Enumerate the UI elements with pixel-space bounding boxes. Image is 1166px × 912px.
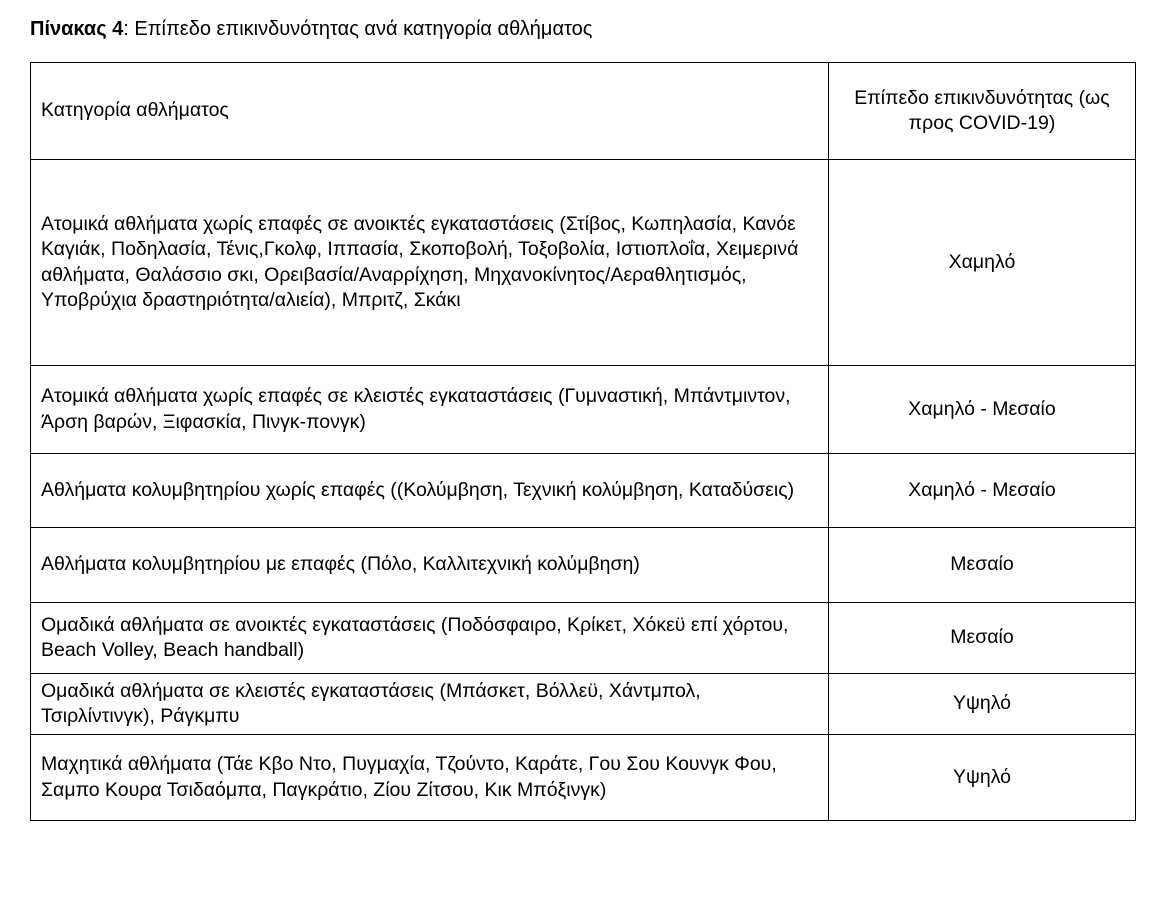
row-risk-level: Υψηλό [829, 674, 1136, 735]
table-row [31, 674, 1136, 735]
row-category: Ατομικά αθλήματα χωρίς επαφές σε ανοικτές εγκαταστάσεις (Στίβος, Κωπηλασία, Κανόε Καγιάκ, Ποδηλασία, Τένις,Γκολφ, Ιππασία, Σκοποβολή, Τοξοβολία, Ιστιοπλοΐα, Χειμερινά αθλήματα, Θαλάσσιο σκι, Ορειβασία/Αναρρίχηση, Μηχανοκίνητος/Αεραθλητισμός, Υποβρύχια δραστηριότητα/αλιεία), Μπριτζ, Σκάκι [31, 160, 829, 366]
table-row [31, 160, 1136, 366]
row-risk-level: Μεσαίο [829, 528, 1136, 603]
table-caption-label: Πίνακας 4 [30, 18, 124, 40]
row-risk-level: Μεσαίο [829, 603, 1136, 674]
row-risk-level: Χαμηλό - Μεσαίο [829, 454, 1136, 528]
table-header-row [31, 63, 1136, 160]
row-category: Αθλήματα κολυμβητηρίου χωρίς επαφές ((Κολύμβηση, Τεχνική κολύμβηση, Καταδύσεις) [31, 454, 829, 528]
table-row [31, 528, 1136, 603]
row-category: Ατομικά αθλήματα χωρίς επαφές σε κλειστές εγκαταστάσεις (Γυμναστική, Μπάντμιντον, Άρση βαρών, Ξιφασκία, Πινγκ-πονγκ) [31, 366, 829, 454]
row-risk-level: Χαμηλό [829, 160, 1136, 366]
table-caption-text: : Επίπεδο επικινδυνότητας ανά κατηγορία αθλήματος [123, 18, 593, 40]
table-row [31, 603, 1136, 674]
row-category: Ομαδικά αθλήματα σε κλειστές εγκαταστάσεις (Μπάσκετ, Βόλλεϋ, Χάντμπολ, Τσιρλίντινγκ), Ράγκμπυ [31, 674, 829, 735]
table-caption [30, 16, 592, 42]
header-risk-level: Επίπεδο επικινδυνότητας (ως προς COVID-19) [829, 63, 1136, 160]
table-row [31, 366, 1136, 454]
risk-level-table [30, 62, 1136, 821]
row-category: Ομαδικά αθλήματα σε ανοικτές εγκαταστάσεις (Ποδόσφαιρο, Κρίκετ, Χόκεϋ επί χόρτου, Beach Volley, Beach handball) [31, 603, 829, 674]
row-category: Αθλήματα κολυμβητηρίου με επαφές (Πόλο, Καλλιτεχνική κολύμβηση) [31, 528, 829, 603]
row-risk-level: Χαμηλό - Μεσαίο [829, 366, 1136, 454]
table-row [31, 454, 1136, 528]
row-risk-level: Υψηλό [829, 735, 1136, 821]
row-category: Μαχητικά αθλήματα (Τάε Κβο Ντο, Πυγμαχία, Τζούντο, Καράτε, Γου Σου Κουνγκ Φου, Σαμπο Κουρα Τσιδαόμπα, Παγκράτιο, Ζίου Ζίτσου, Κικ Μπόξινγκ) [31, 735, 829, 821]
header-category: Κατηγορία αθλήματος [31, 63, 829, 160]
table-row [31, 735, 1136, 821]
